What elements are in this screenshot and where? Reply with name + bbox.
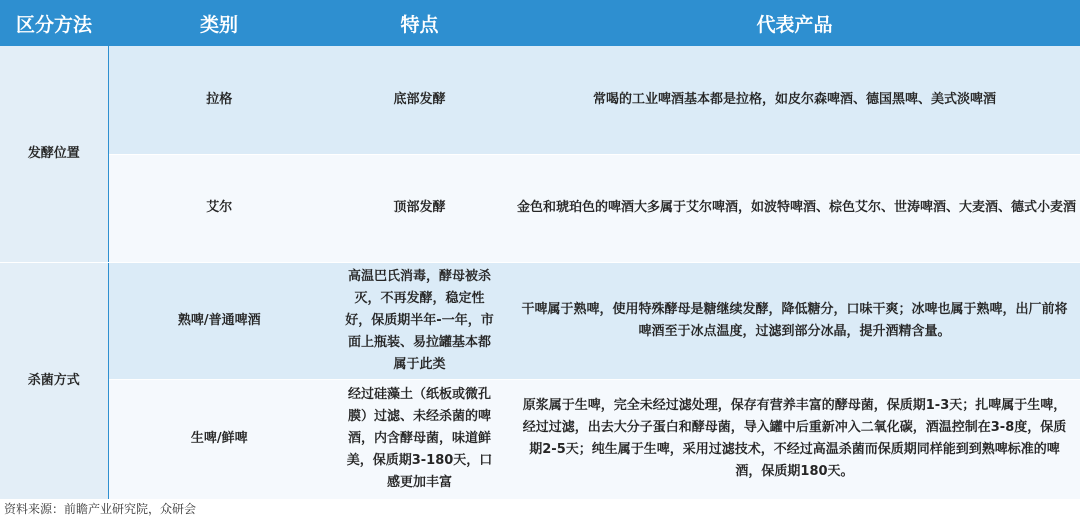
cell-feature: 高温巴氏消毒，酵母被杀灭，不再发酵，稳定性好，保质期半年-一年，市面上瓶装、易拉罐基本都属于此类 xyxy=(330,262,509,379)
table-row xyxy=(0,262,1080,379)
header-feature: 特点 xyxy=(330,0,509,46)
header-products: 代表产品 xyxy=(509,0,1080,46)
cell-category: 生啤/鲜啤 xyxy=(108,379,330,499)
group-label-fermentation: 发酵位置 xyxy=(0,46,108,262)
cell-category: 熟啤/普通啤酒 xyxy=(108,262,330,379)
cell-products: 金色和琥珀色的啤酒大多属于艾尔啤酒，如波特啤酒、棕色艾尔、世涛啤酒、大麦酒、德式小麦酒 xyxy=(509,154,1080,262)
group-label-sterilization: 杀菌方式 xyxy=(0,262,108,499)
cell-products: 常喝的工业啤酒基本都是拉格，如皮尔森啤酒、德国黑啤、美式淡啤酒 xyxy=(509,46,1080,154)
table-row xyxy=(0,154,1080,262)
table-header-row xyxy=(0,0,1080,46)
cell-category: 艾尔 xyxy=(108,154,330,262)
cell-category: 拉格 xyxy=(108,46,330,154)
source-note: 资料来源：前瞻产业研究院，众研会 xyxy=(4,502,197,516)
cell-products: 干啤属于熟啤，使用特殊酵母是糖继续发酵，降低糖分，口味干爽；冰啤也属于熟啤，出厂前将啤酒至于冰点温度，过滤到部分冰晶，提升酒精含量。 xyxy=(509,262,1080,379)
table-row xyxy=(0,379,1080,499)
cell-feature: 顶部发酵 xyxy=(330,154,509,262)
cell-feature: 经过硅藻土（纸板或微孔膜）过滤、未经杀菌的啤酒，内含酵母菌，味道鲜美，保质期3-180天，口感更加丰富 xyxy=(330,379,509,499)
table-row xyxy=(0,46,1080,154)
header-category: 类别 xyxy=(108,0,330,46)
cell-feature: 底部发酵 xyxy=(330,46,509,154)
cell-products: 原浆属于生啤，完全未经过滤处理，保存有营养丰富的酵母菌，保质期1-3天；扎啤属于生啤，经过过滤，出去大分子蛋白和酵母菌，导入罐中后重新冲入二氧化碳，酒温控制在3-8度，保质期2-5天；纯生属于生啤，采用过滤技术，不经过高温杀菌而保质期同样能到到熟啤标准的啤酒，保质期180天。 xyxy=(509,379,1080,499)
header-method: 区分方法 xyxy=(0,0,108,46)
